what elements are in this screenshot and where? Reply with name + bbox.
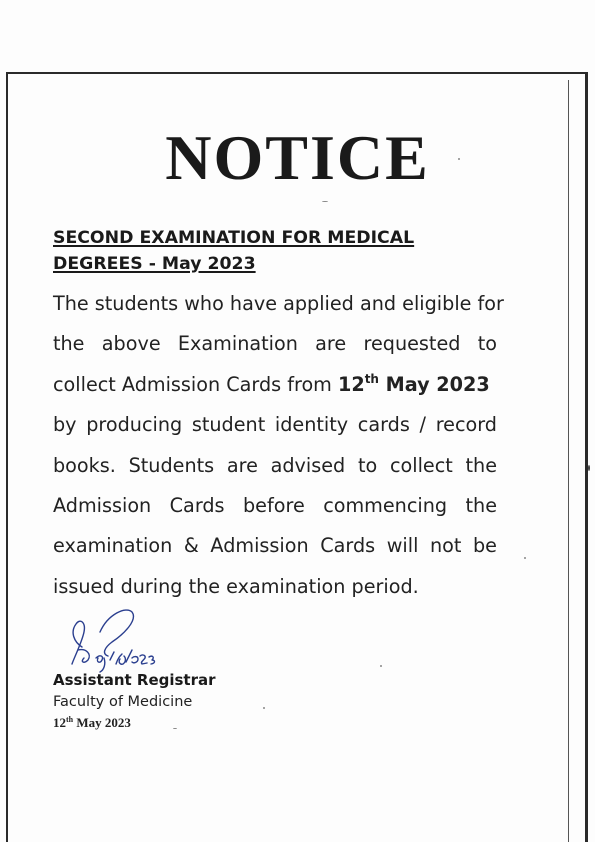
notice-title: NOTICE <box>165 122 430 193</box>
collection-date-day: 12 <box>337 372 365 396</box>
body-line-5: books. Students are advised to collect the <box>53 453 497 477</box>
collection-date-suffix: th <box>364 371 379 386</box>
body-line-8: issued during the examination period. <box>53 574 419 598</box>
collection-date-month-year: May 2023 <box>378 372 490 396</box>
signatory-faculty: Faculty of Medicine <box>53 694 193 710</box>
body-line-3 <box>53 365 497 405</box>
signatory-date-day: 12 <box>53 715 66 730</box>
body-line-4: by producing student identity cards / record <box>53 413 497 437</box>
body-line-7: examination & Admission Cards will not be <box>53 534 497 558</box>
body-line-6: Admission Cards before commencing the <box>53 493 497 517</box>
notice-heading-line-1: SECOND EXAMINATION FOR MEDICAL <box>53 228 415 248</box>
notice-heading-line-2: DEGREES - May 2023 <box>53 254 256 274</box>
notice-body <box>53 284 504 607</box>
scan-speck <box>173 728 177 729</box>
signatory-date-month-year: May 2023 <box>73 715 131 730</box>
notice-heading <box>53 225 513 277</box>
signatory-date-suffix: th <box>66 715 74 724</box>
collection-date <box>338 373 490 396</box>
scan-speck <box>524 557 526 559</box>
scan-speck <box>380 665 382 667</box>
scan-speck <box>263 707 265 709</box>
scan-speck <box>588 465 590 471</box>
signatory-date <box>53 713 131 733</box>
body-line-3-text: collect Admission Cards from <box>53 372 338 396</box>
body-line-1: The students who have applied and eligible for <box>53 292 504 315</box>
scan-speck <box>322 201 328 202</box>
signatory-title: Assistant Registrar <box>53 671 216 689</box>
body-line-2: the above Examination are requested to <box>53 332 497 356</box>
scan-speck <box>458 158 460 160</box>
